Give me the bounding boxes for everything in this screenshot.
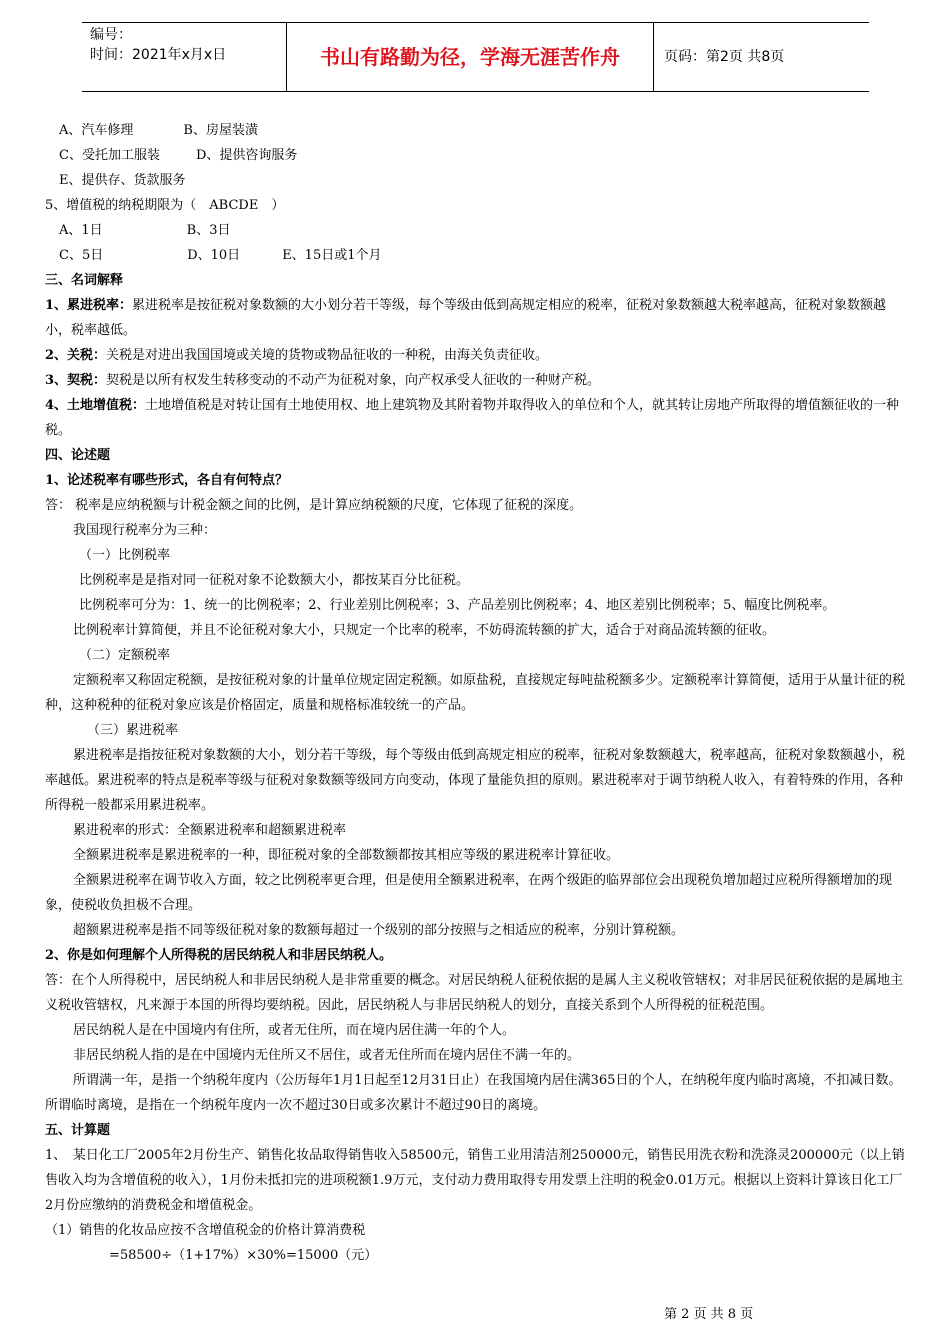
term: 1、累进税率： [45, 298, 133, 313]
definition: 土地增值税是对转让国有土地使用权、地上建筑物及其附着物并取得收入的单位和个人，就其转让房地产所取得的增值额征收的一种税。 [45, 398, 900, 438]
paragraph: 超额累进税率是指不同等级征税对象的数额每超过一个级别的部分按照与之相适应的税率，分别计算税额。 [73, 923, 685, 938]
header-motto: 书山有路勤为径，学海无涯苦作舟 [287, 23, 654, 91]
option-b: B、房屋装潢 [183, 123, 258, 138]
option-row [45, 243, 905, 268]
section-title: 四、论述题 [45, 448, 111, 463]
paragraph: 非居民纳税人指的是在中国境内无住所又不居住，或者无住所而在境内居住不满一年的。 [73, 1048, 581, 1063]
paragraph: 全额累进税率是累进税率的一种，即征税对象的全部数额都按其相应等级的累进税率计算征收。 [73, 848, 620, 863]
option-row [45, 168, 905, 193]
definition: 累进税率是按征税对象数额的大小划分若干等级，每个等级由低到高规定相应的税率，征税对象数额越大税率越高，征税对象数额越小，税率越低。 [45, 298, 887, 338]
document-body [45, 118, 905, 1268]
serial-number-label: 编号： [90, 27, 132, 43]
paragraph: 比例税率计算简便，并且不论征税对象大小，只规定一个比率的税率，不妨碍流转额的扩大，适合于对商品流转额的征收。 [73, 623, 776, 638]
option-c: C、5日 [59, 248, 104, 263]
definition: 关税是对进出我国国境或关境的货物或物品征收的一种税，由海关负责征收。 [106, 348, 549, 363]
paragraph: 累进税率是指按征税对象数额的大小，划分若干等级，每个等级由低到高规定相应的税率，征税对象数额越大，税率越高，征税对象数额越小，税率越低。累进税率的特点是税率等级与征税对象数额等级同方向变动，体现了量能负担的原则。累进税率对于调节纳税人收入，有着特殊的作用，各种所得税一般都采用累进税率。 [45, 748, 906, 813]
option-c: C、受托加工服装 [59, 148, 160, 163]
paragraph: 答：在个人所得税中，居民纳税人和非居民纳税人是非常重要的概念。对居民纳税人征税依据的是属人主义税收管辖权；对非居民征税依据的是属地主义税收管辖权，凡来源于本国的所得均要纳税。因此，居民纳税人与非居民纳税人的划分，直接关系到个人所得税的征税范围。 [45, 973, 904, 1013]
question-title: 2、你是如何理解个人所得税的居民纳税人和非居民纳税人。 [45, 948, 393, 963]
page-header [82, 22, 869, 92]
paragraph: 所谓满一年，是指一个纳税年度内（公历每年1月1日起至12月31日止）在我国境内居住满365日的个人，在纳税年度内临时离境，不扣减日数。所谓临时离境，是指在一个纳税年度内一次不超过30日或多次累计不超过90日的离境。 [45, 1073, 902, 1113]
paragraph: 定额税率又称固定税额，是按征税对象的计量单位规定固定税额。如原盐税，直接规定每吨盐税额多少。定额税率计算简便，适用于从量计征的税种，这种税种的征税对象应该是价格固定，质量和规格标准较统一的产品。 [45, 673, 906, 713]
page-footer: 第 2 页 共 8 页 [664, 1307, 754, 1322]
subsection-heading: （三）累进税率 [87, 723, 179, 738]
paragraph: 比例税率是是指对同一征税对象不论数额大小，都按某百分比征税。 [79, 573, 470, 588]
paragraph: 全额累进税率在调节收入方面，较之比例税率更合理，但是使用全额累进税率，在两个级距的临界部位会出现税负增加超过应税所得额增加的现象，使税收负担极不合理。 [45, 873, 893, 913]
term-definition [45, 343, 905, 368]
term-definition [45, 393, 905, 443]
term-definition [45, 293, 905, 343]
header-page-info: 页码：第2页 共8页 [664, 49, 785, 65]
definition: 契税是以所有权发生转移变动的不动产为征税对象，向产权承受人征收的一种财产税。 [106, 373, 601, 388]
header-meta [82, 23, 287, 91]
section-title: 三、名词解释 [45, 273, 124, 288]
term-definition [45, 368, 905, 393]
paragraph: 居民纳税人是在中国境内有住所，或者无住所，而在境内居住满一年的个人。 [73, 1023, 516, 1038]
date-label: 时间：2021年x月x日 [90, 47, 227, 63]
term: 3、契税： [45, 373, 107, 388]
term: 4、土地增值税： [45, 398, 146, 413]
paragraph: 累进税率的形式：全额累进税率和超额累进税率 [73, 823, 347, 838]
subsection-heading: （二）定额税率 [79, 648, 171, 663]
term: 2、关税： [45, 348, 107, 363]
paragraph: （1）销售的化妆品应按不含增值税金的价格计算消费税 [45, 1223, 366, 1238]
question-5: 5、增值税的纳税期限为（ ABCDE ） [45, 198, 285, 213]
option-d: D、提供咨询服务 [195, 148, 298, 163]
option-a: A、汽车修理 [59, 123, 134, 138]
option-row [45, 143, 905, 168]
question-title: 1、论述税率有哪些形式，各自有何特点？ [45, 473, 289, 488]
option-d: D、10日 [187, 248, 241, 263]
paragraph: 1、 某日化工厂2005年2月份生产、销售化妆品取得销售收入58500元，销售工业用清洁剂250000元，销售民用洗衣粉和洗涤灵200000元（以上销售收入均为含增值税的收入），1月份未抵扣完的进项税额1.9万元，支付动力费用取得专用发票上注明的税金0.01万元。根据以上资料计算该日化工厂2月份应缴纳的消费税金和增值税金。 [45, 1148, 905, 1213]
paragraph: 比例税率可分为：1、统一的比例税率；2、行业差别比例税率；3、产品差别比例税率；4、地区差别比例税率；5、幅度比例税率。 [79, 598, 836, 613]
option-e: E、15日或1个月 [282, 248, 382, 263]
option-a: A、1日 [59, 223, 103, 238]
subsection-heading: （一）比例税率 [79, 548, 171, 563]
paragraph: 答： 税率是应纳税额与计税金额之间的比例，是计算应纳税额的尺度，它体现了征税的深度。 [45, 498, 583, 513]
option-row [45, 118, 905, 143]
option-row [45, 218, 905, 243]
formula: =58500÷（1+17%）×30%=15000（元） [109, 1248, 378, 1263]
option-e: E、提供存、货款服务 [59, 173, 186, 188]
option-b: B、3日 [186, 223, 231, 238]
paragraph: 我国现行税率分为三种： [73, 523, 217, 538]
section-title: 五、计算题 [45, 1123, 111, 1138]
